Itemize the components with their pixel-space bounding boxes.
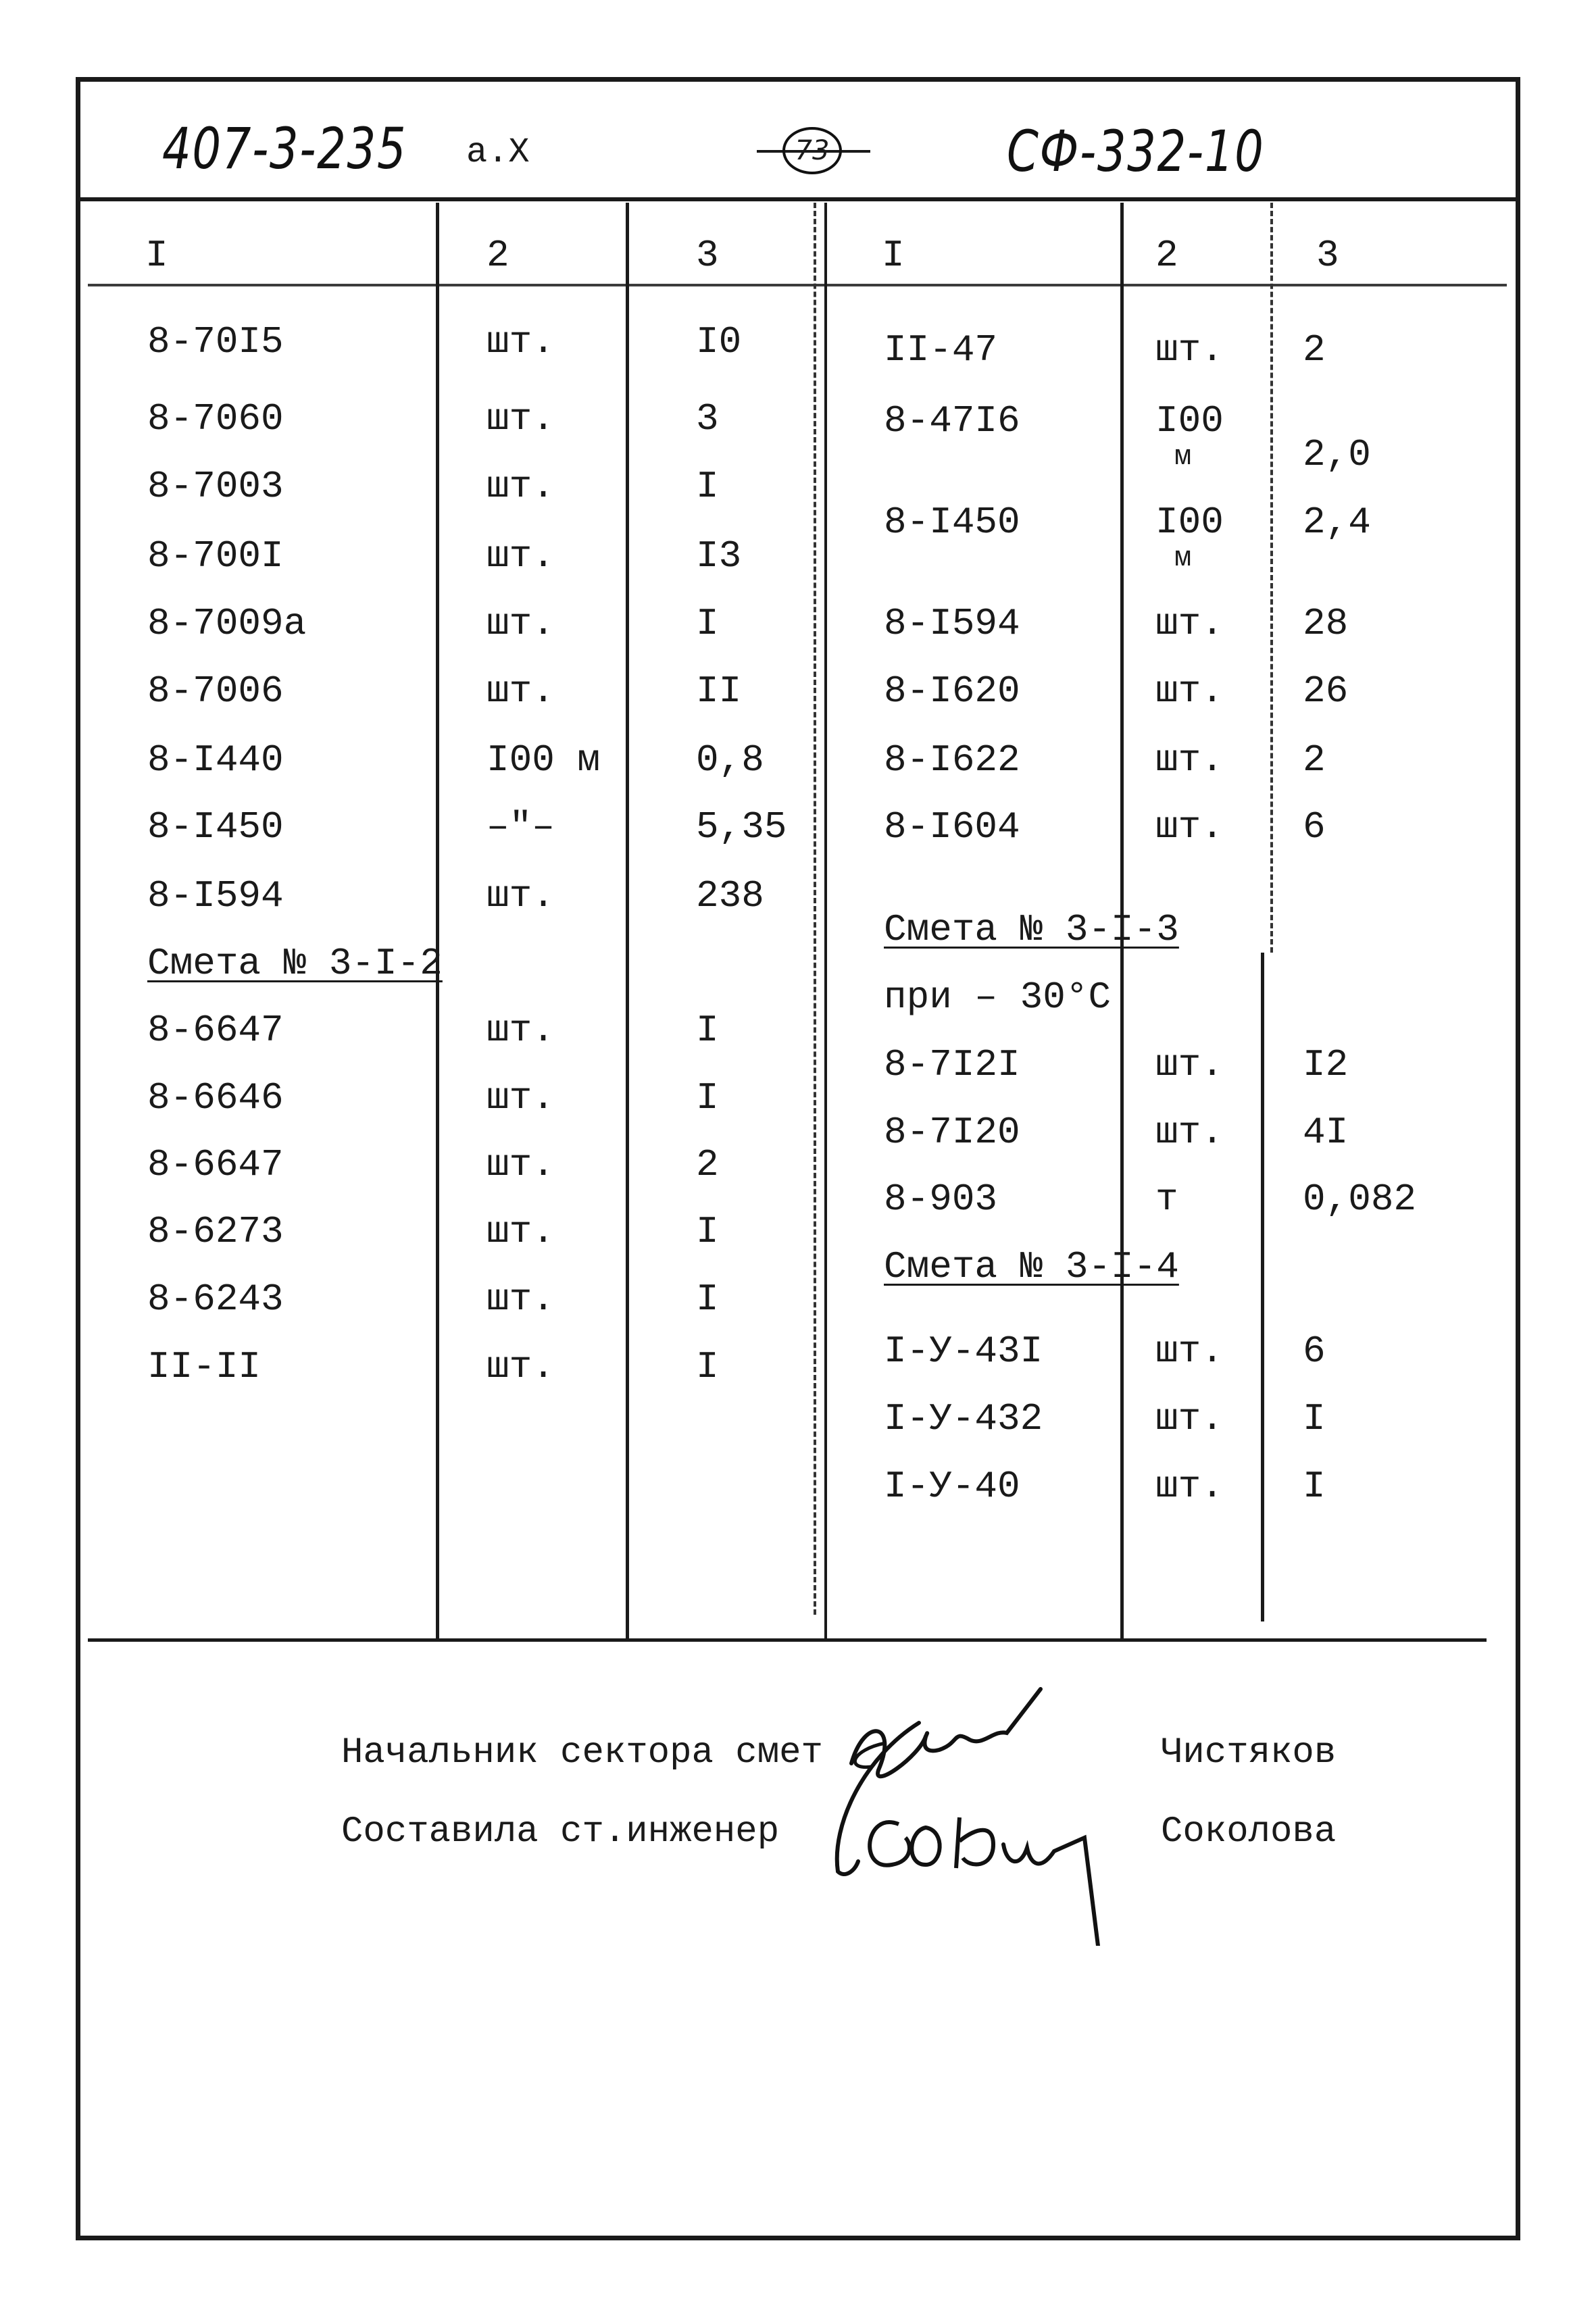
table-row-code: 8-7003	[147, 465, 284, 508]
table-row-unit: шт.	[487, 874, 555, 917]
table-row-unit: шт.	[1155, 670, 1224, 713]
table-row-qty: 2	[1303, 738, 1326, 782]
table-row-unit: шт.	[487, 602, 555, 645]
column-header-left-2: 2	[487, 234, 509, 277]
table-row-unit: –"–	[487, 805, 555, 849]
table-row-unit: шт.	[1155, 602, 1224, 645]
column-header-right-3: 3	[1316, 234, 1339, 277]
table-row-unit: I00 м	[487, 738, 601, 782]
table-row-unit: шт.	[487, 1278, 555, 1321]
table-row-unit: шт.	[487, 320, 555, 363]
section-subtitle: при – 30°С	[884, 976, 1112, 1019]
table-bottom-divider	[88, 1638, 1487, 1642]
table-row-unit: I00	[1155, 399, 1224, 443]
section-title-3-1-2: Смета № 3-I-2	[147, 942, 443, 985]
album-label: а.Х	[466, 132, 530, 172]
table-row-code: 8-I620	[884, 670, 1020, 713]
page-frame	[76, 77, 1520, 2240]
table-row-qty: 4I	[1303, 1111, 1349, 1154]
table-row-qty: II	[696, 670, 742, 713]
table-row-unit-sub: м	[1174, 441, 1192, 473]
table-row-qty: 2,0	[1303, 433, 1371, 476]
table-row-unit: I00	[1155, 501, 1224, 544]
table-row-qty: I	[696, 1009, 719, 1052]
col-line-6	[1270, 203, 1273, 953]
table-row-code: 8-7I2I	[884, 1043, 1020, 1086]
table-row-code: 8-7006	[147, 670, 284, 713]
table-row-qty: 2,4	[1303, 501, 1371, 544]
col-line-1	[436, 203, 439, 1642]
table-row-code: 8-6646	[147, 1076, 284, 1120]
table-row-unit: шт.	[487, 534, 555, 578]
doc-number: 407-3-235	[162, 116, 407, 182]
table-row-code: 8-700I	[147, 534, 284, 578]
table-row-code: 8-I594	[147, 874, 284, 917]
table-row-qty: 6	[1303, 1330, 1326, 1373]
column-header-left-1: I	[145, 234, 168, 277]
column-header-right-2: 2	[1155, 234, 1178, 277]
table-row-code: 8-903	[884, 1178, 998, 1221]
table-row-qty: 0,082	[1303, 1178, 1417, 1221]
col-line-4	[824, 203, 827, 1642]
signature-position-1: Начальник сектора смет	[341, 1732, 823, 1774]
table-row-code: 8-6273	[147, 1210, 284, 1253]
table-row-code: 8-I622	[884, 738, 1020, 782]
column-header-left-3: 3	[696, 234, 719, 277]
page-number: 73	[782, 127, 842, 174]
table-row-unit: шт.	[487, 1210, 555, 1253]
table-row-qty: I0	[696, 320, 742, 363]
table-row-code: II-II	[147, 1345, 261, 1388]
table-row-unit: шт.	[487, 1076, 555, 1120]
table-row-code: 8-7009а	[147, 602, 307, 645]
table-row-code: 8-7060	[147, 397, 284, 441]
table-row-qty: I	[696, 1278, 719, 1321]
table-row-unit: шт.	[1155, 328, 1224, 372]
table-row-unit: шт.	[1155, 1465, 1224, 1508]
table-row-code: I-У-432	[884, 1397, 1043, 1440]
table-row-unit: шт.	[487, 1009, 555, 1052]
signature-position-2: Составила ст.инженер	[341, 1811, 780, 1853]
section-title-3-1-4: Смета № 3-I-4	[884, 1245, 1179, 1288]
table-row-qty: 2	[1303, 328, 1326, 372]
table-row-qty: 0,8	[696, 738, 764, 782]
table-row-code: 8-47I6	[884, 399, 1020, 443]
section-title-3-1-3: Смета № 3-I-3	[884, 908, 1179, 951]
table-row-unit: шт.	[487, 1143, 555, 1186]
handwritten-signatures	[824, 1676, 1149, 1946]
table-row-code: 8-7I20	[884, 1111, 1020, 1154]
table-row-code: 8-I450	[884, 501, 1020, 544]
signature-name-1: Чистяков	[1161, 1732, 1337, 1774]
table-row-qty: I	[696, 602, 719, 645]
column-header-right-1: I	[882, 234, 905, 277]
table-row-unit: шт.	[487, 670, 555, 713]
table-row-qty: I3	[696, 534, 742, 578]
table-row-unit: шт.	[1155, 805, 1224, 849]
table-row-code: 8-6647	[147, 1143, 284, 1186]
table-row-unit: шт.	[1155, 1330, 1224, 1373]
table-row-unit: шт.	[1155, 1111, 1224, 1154]
table-row-unit-sub: м	[1174, 542, 1192, 574]
table-row-code: 8-6647	[147, 1009, 284, 1052]
table-row-qty: 5,35	[696, 805, 787, 849]
table-row-qty: I	[1303, 1465, 1326, 1508]
table-row-unit: шт.	[1155, 1043, 1224, 1086]
col-line-3	[814, 203, 816, 1615]
table-row-code: 8-I450	[147, 805, 284, 849]
table-row-qty: I	[1303, 1397, 1326, 1440]
col-line-7	[1261, 953, 1264, 1621]
table-row-code: I-У-40	[884, 1465, 1020, 1508]
table-row-qty: 28	[1303, 602, 1349, 645]
table-row-qty: I	[696, 465, 719, 508]
table-row-unit: т	[1155, 1178, 1178, 1221]
table-row-code: 8-I440	[147, 738, 284, 782]
table-row-unit: шт.	[487, 1345, 555, 1388]
table-row-code: 8-70I5	[147, 320, 284, 363]
table-row-qty: I2	[1303, 1043, 1349, 1086]
table-row-unit: шт.	[1155, 1397, 1224, 1440]
table-row-qty: 26	[1303, 670, 1349, 713]
signature-name-2: Соколова	[1161, 1811, 1337, 1853]
table-row-code: 8-I604	[884, 805, 1020, 849]
header-divider	[76, 197, 1520, 201]
column-header-divider	[88, 284, 1507, 286]
table-row-code: I-У-43I	[884, 1330, 1043, 1373]
table-row-unit: шт.	[1155, 738, 1224, 782]
table-row-qty: I	[696, 1076, 719, 1120]
table-row-qty: I	[696, 1345, 719, 1388]
table-row-qty: I	[696, 1210, 719, 1253]
table-row-qty: 238	[696, 874, 764, 917]
table-row-qty: 6	[1303, 805, 1326, 849]
col-line-2	[626, 203, 629, 1642]
table-row-unit: шт.	[487, 465, 555, 508]
table-row-code: 8-I594	[884, 602, 1020, 645]
table-row-code: II-47	[884, 328, 998, 372]
table-row-qty: 3	[696, 397, 719, 441]
table-row-qty: 2	[696, 1143, 719, 1186]
table-row-code: 8-6243	[147, 1278, 284, 1321]
code-label: СФ-332-10	[1007, 118, 1265, 184]
table-row-unit: шт.	[487, 397, 555, 441]
